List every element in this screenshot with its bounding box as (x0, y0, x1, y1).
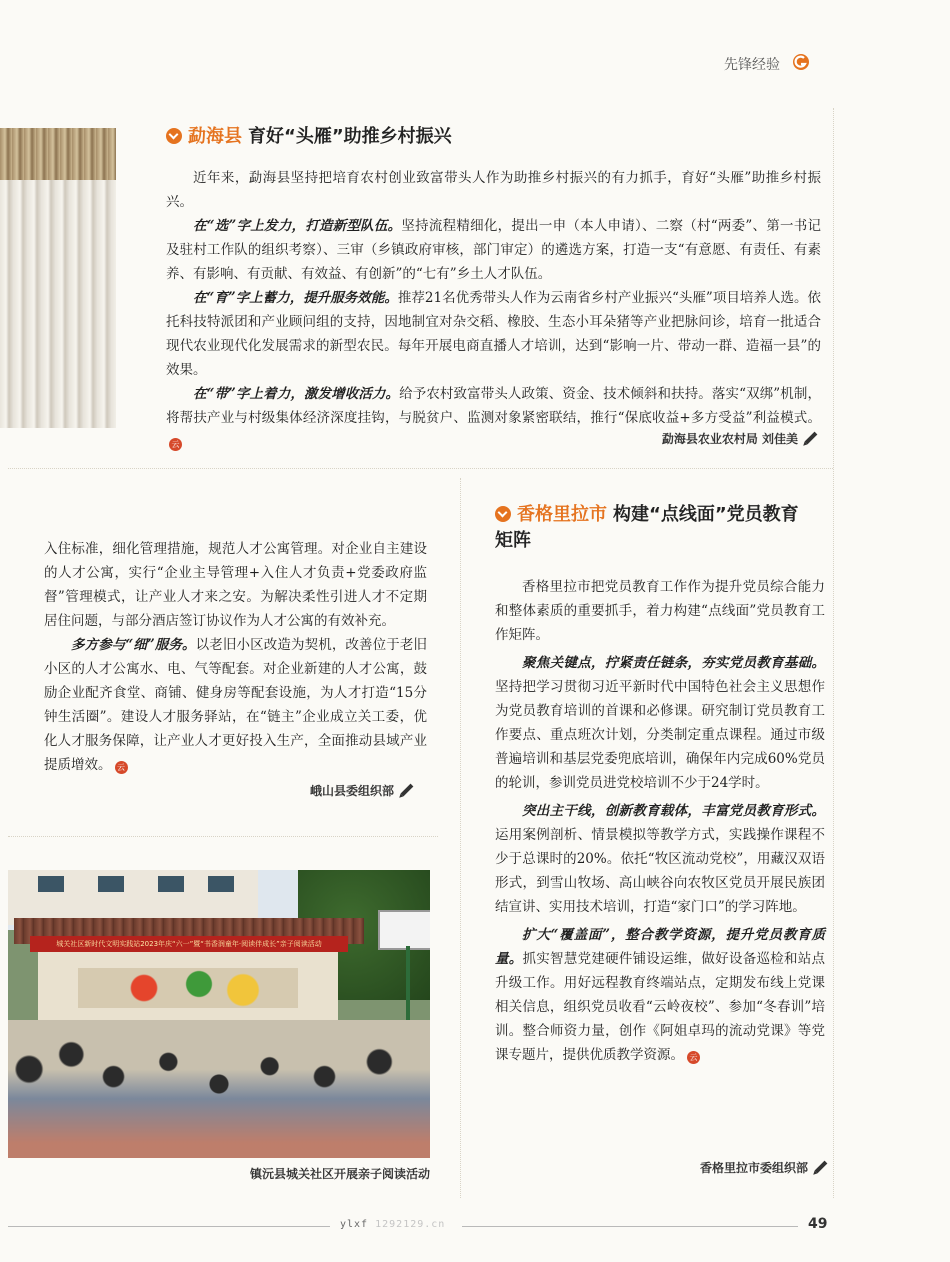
place-name: 香格里拉市 (517, 504, 607, 525)
reading-activity-photo (8, 870, 430, 1158)
pen-icon (815, 1161, 828, 1174)
byline-shangrila: 香格里拉市委组织部 (700, 1159, 828, 1176)
paragraph: 突出主干线，创新教育载体，丰富党员教育形式。运用案例剖析、情景模拟等教学方式，实践操作课程不少于总课时的20%。依托“牧区流动党校”，用藏汉双语形式，到雪山牧场、高山峡谷向农牧区党员开展民族团结宣讲、实用技术培训，打造“家门口”的学习阵地。 (495, 803, 825, 915)
paragraph: 在“选”字上发力，打造新型队伍。坚持流程精细化，提出一申（本人申请）、二察（村“两委”、第一书记及驻村工作队的组织考察）、三审（乡镇政府审核，部门审定）的遴选方案，打造一支“有意愿、有责任、有素养、有影响、有贡献、有效益、有创新”的“七有”乡土人才队伍。 (166, 218, 821, 282)
pen-icon (805, 432, 818, 445)
article-body-eshan (44, 537, 427, 777)
column-label: 先锋经验 (724, 57, 780, 73)
footer-rule-right (462, 1226, 798, 1227)
building-photo-strip (0, 128, 116, 428)
article-body-shangrila (495, 575, 825, 1067)
magazine-logo-icon (792, 53, 810, 71)
chevron-circle-icon (166, 128, 182, 144)
photo-banner: 城关社区新时代文明实践站2023年庆“六一”暨“书香润童年·阅读伴成长”亲子阅读活动 (30, 936, 348, 952)
frame-divider (8, 836, 438, 837)
article-body-menghai (166, 166, 821, 454)
byline-eshan: 峨山县委组织部 (310, 782, 414, 799)
title-text: 育好“头雁”助推乡村振兴 (248, 126, 452, 147)
frame-divider (833, 108, 834, 1198)
end-mark-icon: 云 (169, 438, 182, 451)
end-mark-icon: 云 (687, 1051, 700, 1064)
paragraph: 近年来，勐海县坚持把培育农村创业致富带头人作为助推乡村振兴的有力抓手，育好“头雁”助推乡村振兴。 (166, 170, 821, 210)
basketball-hoop (378, 910, 430, 950)
paragraph: 聚焦关键点，拧紧责任链条，夯实党员教育基础。坚持把学习贯彻习近平新时代中国特色社会主义思想作为党员教育培训的首课和必修课。研究制订党员教育工作要点、重点班次计划，分类制定重点课程。通过市级普遍培训和基层党委兜底培训，确保年内完成60%党员的轮训，参训党员进党校培训不少于24学时。 (495, 655, 825, 791)
page-number: 49 (808, 1216, 828, 1232)
photo-caption: 镇沅县城关社区开展亲子阅读活动 (249, 1167, 430, 1181)
paragraph: 多方参与“细”服务。以老旧小区改造为契机，改善位于老旧小区的人才公寓水、电、气等配套。对企业新建的人才公寓，鼓励企业配齐食堂、商铺、健身房等配套设施，为人才打造“15分钟生活圈”。建设人才服务驿站，在“链主”企业成立关工委，优化人才服务保障，让产业人才更好投入生产，全面推动县域产业提质增效。 云 (44, 637, 427, 773)
paragraph: 扩大“覆盖面”，整合教学资源，提升党员教育质量。抓实智慧党建硬件铺设运维，做好设备巡检和站点升级工作。用好远程教育终端站点，定期发布线上党课相关信息，组织党员收看“云岭夜校”、参加“冬春训”培训。整合师资力量，创作《阿姐卓玛的流动党课》等党课专题片，提供优质教学资源。 云 (495, 927, 826, 1063)
crowd-of-children (8, 1010, 430, 1158)
paragraph: 香格里拉市把党员教育工作作为提升党员综合能力和整体素质的重要抓手，着力构建“点线面”党员教育工作矩阵。 (495, 579, 825, 643)
chevron-circle-icon (495, 506, 511, 522)
place-name: 勐海县 (188, 126, 242, 147)
title-text: 构建“点线面”党员教育 (613, 504, 799, 525)
footer-rule-left (8, 1226, 330, 1227)
pen-icon (401, 784, 414, 797)
section-title-shangrila (495, 502, 825, 554)
paragraph: 入住标准，细化管理措施，规范人才公寓管理。对企业自主建设的人才公寓，实行“企业主导管理+入住人才负责+党委政府监督”管理模式，让产业人才来之安。为解决柔性引进人才不定期居住问题，与部分酒店签订协议作为人才公寓的有效补充。 (44, 541, 427, 629)
end-mark-icon: 云 (115, 761, 128, 774)
section-title-menghai (166, 124, 806, 150)
byline-menghai: 勐海县农业农村局 刘佳美 (662, 430, 818, 447)
title-text-line2: 矩阵 (495, 530, 531, 551)
paragraph: 在“育”字上蓄力，提升服务效能。推荐21名优秀带头人作为云南省乡村产业振兴“头雁”项目培养人选。依托科技特派团和产业顾问组的支持，因地制宜对杂交稻、橡胶、生态小耳朵猪等产业把脉问诊，培育一批适合现代农业现代化发展需求的新型农民。每年开展电商直播人才培训，达到“影响一片、带动一群、造福一县”的效果。 (166, 290, 822, 378)
frame-divider (8, 468, 833, 469)
column-divider (460, 478, 461, 1198)
paragraph: 在“带”字上着力，激发增收活力。给予农村致富带头人政策、资金、技术倾斜和扶持。落实“双绑”机制，将帮扶产业与村级集体经济深度挂钩，与脱贫户、监测对象紧密联结，推行“保底收益+多方受益”利益模式。云 (166, 386, 821, 449)
footer-journal-code: ylxf 1292129.cn (340, 1219, 446, 1230)
